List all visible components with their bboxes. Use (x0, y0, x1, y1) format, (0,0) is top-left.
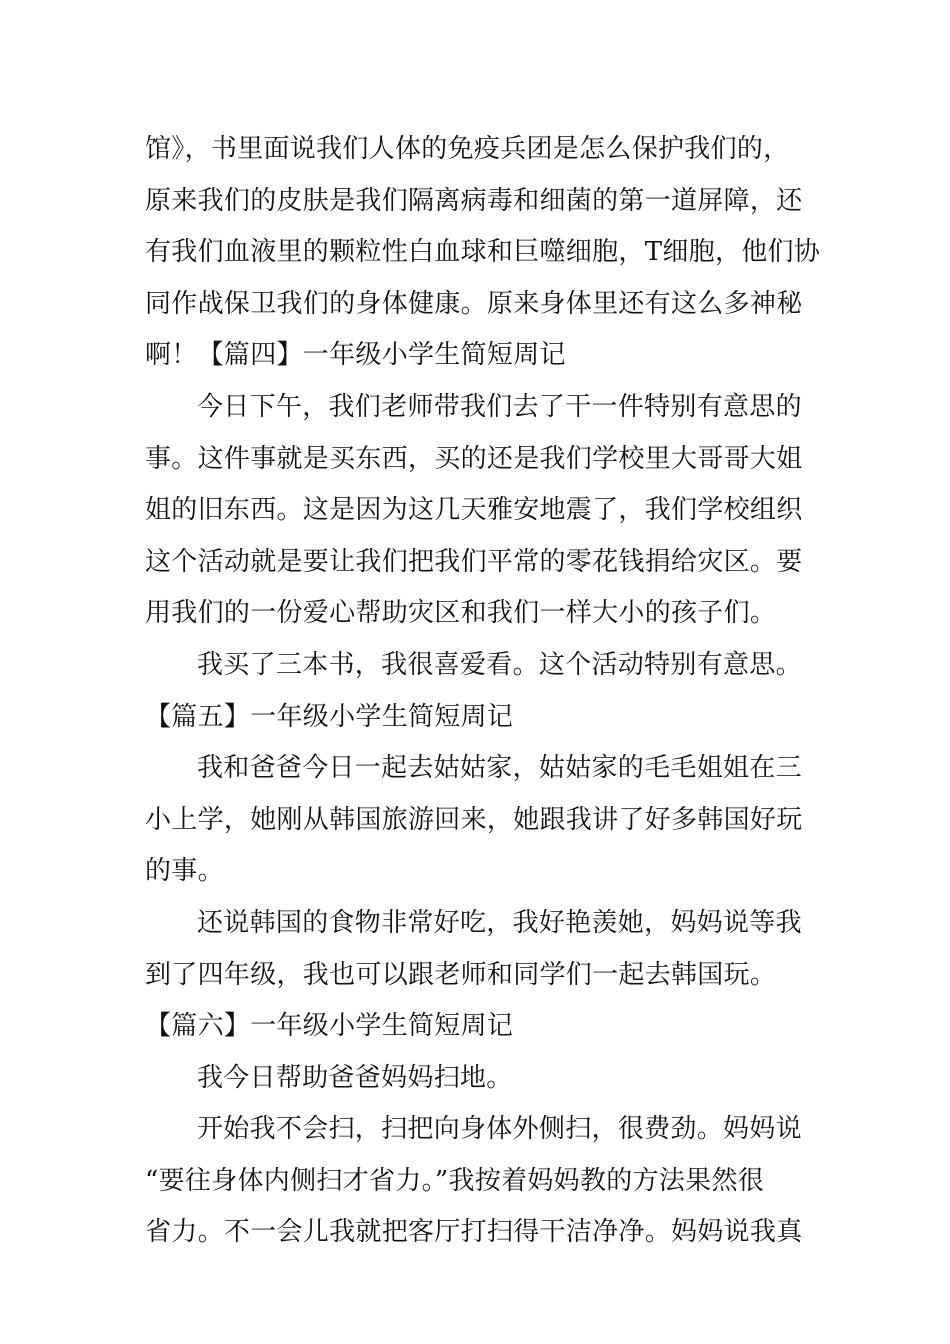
section-heading: 【篇六】一年级小学生简短周记 (145, 1011, 514, 1042)
paragraph-start-line: 今日下午，我们老师带我们去了干一件特别有意思的 (197, 391, 802, 422)
paragraph-start-line: 开始我不会扫，扫把向身体外侧扫，很费劲。妈妈说 (197, 1114, 802, 1145)
text-line: “要往身体内侧扫才省力。”我按着妈妈教的方法果然很 (145, 1165, 765, 1196)
paragraph-start-line: 我和爸爸今日一起去姑姑家，姑姑家的毛毛姐姐在三 (197, 753, 802, 784)
paragraph-start-line: 我今日帮助爸爸妈妈扫地。 (197, 1062, 513, 1093)
text-line: 的事。 (145, 856, 224, 887)
text-line: 事。这件事就是买东西，买的还是我们学校里大哥哥大姐 (145, 443, 803, 474)
text-line: 到了四年级，我也可以跟老师和同学们一起去韩国玩。 (145, 959, 777, 990)
text-line: 这个活动就是要让我们把我们平常的零花钱捐给灾区。要 (145, 546, 803, 577)
text-line: 姐的旧东西。这是因为这几天雅安地震了，我们学校组织 (145, 495, 803, 526)
text-line: 同作战保卫我们的身体健康。原来身体里还有这么多神秘 (145, 288, 803, 319)
section-heading: 【篇五】一年级小学生简短周记 (145, 701, 514, 732)
text-line: 原来我们的皮肤是我们隔离病毒和细菌的第一道屏障，还 (145, 185, 803, 216)
paragraph-start-line: 我买了三本书，我很喜爱看。这个活动特别有意思。 (197, 649, 802, 680)
document-body (145, 124, 821, 1259)
paragraph-start-line: 还说韩国的食物非常好吃，我好艳羡她，妈妈说等我 (197, 907, 802, 938)
section-heading-line: 啊！【篇四】一年级小学生简短周记 (145, 340, 566, 371)
text-line: 小上学，她刚从韩国旅游回来，她跟我讲了好多韩国好玩 (145, 804, 803, 835)
text-line: 馆》，书里面说我们人体的免疫兵团是怎么保护我们的， (145, 134, 790, 164)
text-line: 有我们血液里的颗粒性白血球和巨噬细胞，T细胞，他们协 (145, 237, 821, 268)
text-line: 省力。不一会儿我就把客厅打扫得干洁净净。妈妈说我真 (145, 1217, 803, 1248)
text-line: 用我们的一份爱心帮助灾区和我们一样大小的孩子们。 (145, 598, 777, 629)
